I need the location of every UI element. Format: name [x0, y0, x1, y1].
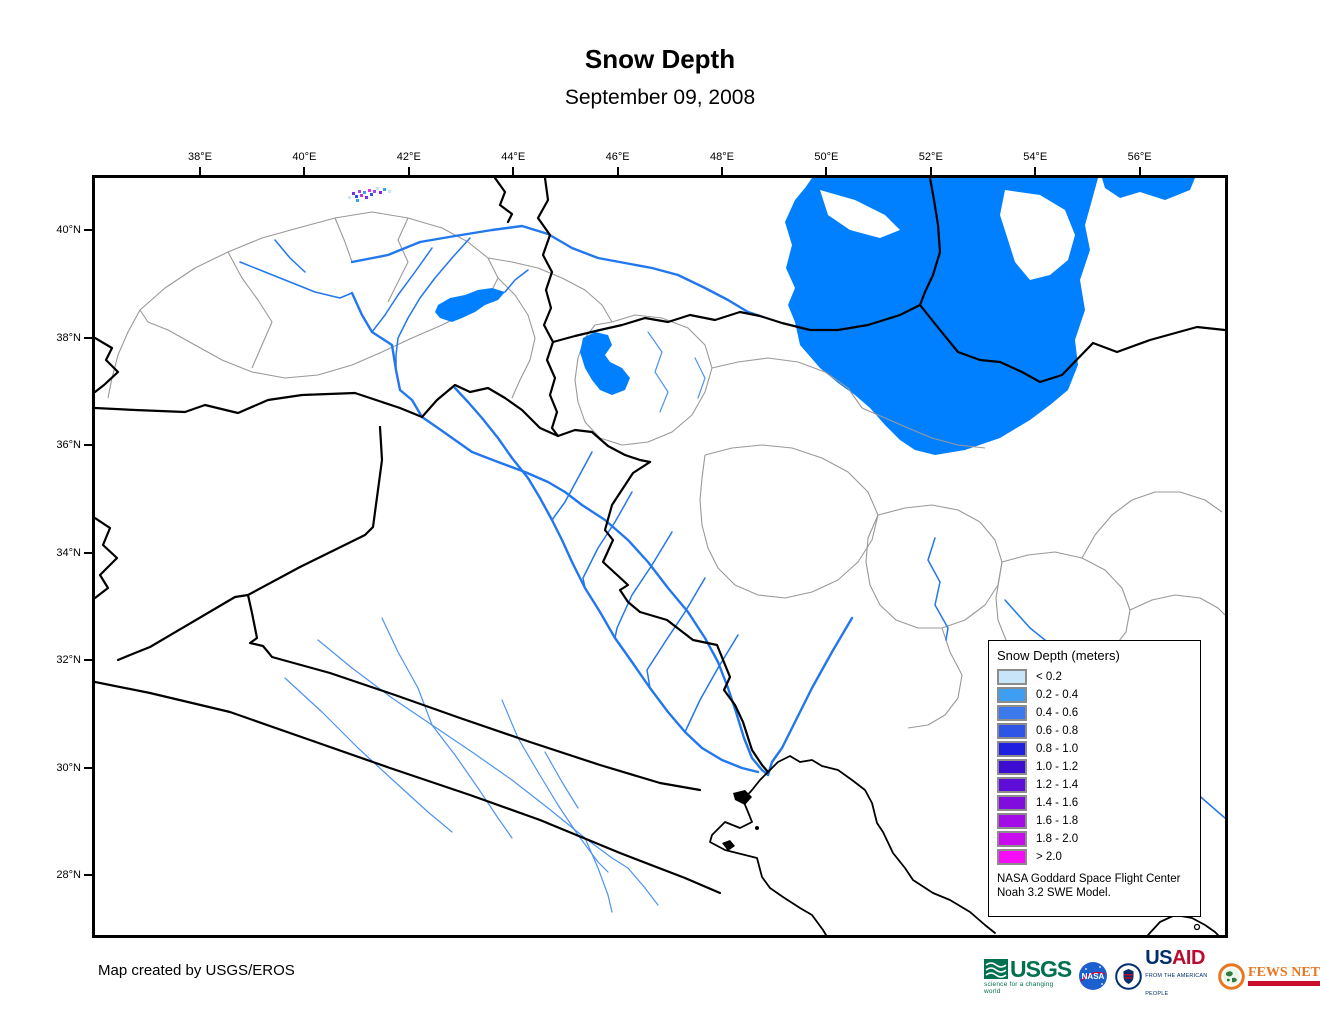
legend-label: 1.2 - 1.4: [1036, 779, 1079, 791]
left-tick-mark: [84, 552, 92, 554]
usaid-wordmark-us: US: [1145, 947, 1172, 969]
legend-item: [997, 776, 1192, 794]
top-axis-label: 48°E: [710, 151, 734, 163]
legend-swatch: [997, 831, 1027, 847]
left-axis-label: 38°N: [56, 331, 81, 344]
legend-label: 1.4 - 1.6: [1036, 797, 1079, 809]
legend-swatch: [997, 777, 1027, 793]
legend-swatch: [997, 759, 1027, 775]
left-tick-mark: [84, 229, 92, 231]
legend-swatch: [997, 795, 1027, 811]
top-tick-mark: [930, 167, 932, 175]
credit-text: Map created by USGS/EROS: [98, 962, 295, 979]
left-axis-label: 32°N: [56, 654, 81, 666]
legend-swatch: [997, 813, 1027, 829]
legend-swatch: [997, 669, 1027, 685]
left-axis-label: 28°N: [56, 869, 81, 881]
usaid-logo: [1115, 949, 1211, 1003]
usaid-seal-icon: [1115, 963, 1142, 990]
top-tick-mark: [825, 167, 827, 175]
usaid-tagline: FROM THE AMERICAN PEOPLE: [1145, 973, 1208, 997]
legend-item: [997, 812, 1192, 830]
legend-source-line: Noah 3.2 SWE Model.: [997, 887, 1111, 899]
legend-label: 0.6 - 0.8: [1036, 725, 1079, 737]
legend-label: 1.0 - 1.2: [1036, 761, 1079, 773]
top-axis-label: 42°E: [396, 151, 421, 163]
left-tick-mark: [84, 659, 92, 661]
legend-item: [997, 758, 1192, 776]
legend-swatch: [997, 849, 1027, 865]
legend-swatch: [997, 723, 1027, 739]
legend-label: 0.4 - 0.6: [1036, 707, 1079, 719]
usgs-wordmark: USGS: [1010, 955, 1072, 982]
usgs-logo: [984, 955, 1072, 995]
top-axis-label: 54°E: [1023, 151, 1048, 163]
nasa-logo: [1078, 961, 1108, 991]
legend-item: [997, 830, 1192, 848]
legend-rows: [997, 668, 1192, 866]
left-tick-mark: [84, 767, 92, 769]
legend-swatch: [997, 687, 1027, 703]
top-tick-mark: [199, 167, 201, 175]
top-axis-label: 52°E: [918, 151, 943, 163]
minor-streams: [285, 332, 705, 912]
top-axis-label: 46°E: [605, 151, 630, 163]
usaid-wordmark-aid: AID: [1171, 947, 1205, 969]
snow-pixels: [348, 187, 391, 202]
usgs-wave-icon: [984, 959, 1008, 979]
page-title: Snow Depth: [584, 44, 736, 74]
legend-item: [997, 704, 1192, 722]
legend-item: [997, 668, 1192, 686]
top-axis-label: 56°E: [1127, 151, 1152, 163]
caspian-sea: [785, 178, 1195, 455]
legend-label: < 0.2: [1036, 671, 1062, 683]
legend-item: [997, 686, 1192, 704]
top-tick-mark: [617, 167, 619, 175]
left-axis-label: 30°N: [56, 761, 81, 774]
legend-source-line: NASA Goddard Space Flight Center: [997, 873, 1181, 885]
top-axis-label: 40°E: [292, 151, 317, 163]
left-axis-label: 40°N: [56, 224, 81, 236]
fewsnet-globe-icon: [1218, 963, 1245, 990]
top-tick-mark: [721, 167, 723, 175]
legend-label: 1.8 - 2.0: [1036, 833, 1079, 845]
top-tick-mark: [1139, 167, 1141, 175]
left-axis-label: 34°N: [56, 546, 81, 559]
legend-label: > 2.0: [1036, 851, 1062, 863]
nasa-wordmark: NASA: [1081, 972, 1105, 981]
legend-item: [997, 722, 1192, 740]
fewsnet-wordmark: FEWS NET: [1248, 965, 1320, 980]
legend-source: [997, 872, 1192, 900]
top-axis-label: 50°E: [814, 151, 839, 163]
legend-swatch: [997, 705, 1027, 721]
top-tick-mark: [1034, 167, 1036, 175]
top-tick-mark: [408, 167, 410, 175]
lake-van: [435, 288, 505, 322]
left-tick-mark: [84, 337, 92, 339]
legend-title: Snow Depth (meters): [997, 648, 1120, 663]
legend-item: [997, 794, 1192, 812]
legend: [988, 640, 1201, 917]
legend-item: [997, 848, 1192, 866]
top-axis-label: 44°E: [501, 151, 526, 163]
fewsnet-logo: [1218, 963, 1320, 990]
usgs-tagline: science for a changing world: [984, 980, 1054, 995]
top-axis-label: 38°E: [188, 151, 212, 163]
lake-urmia: [580, 332, 630, 395]
legend-item: [997, 740, 1192, 758]
legend-label: 1.6 - 1.8: [1036, 815, 1079, 827]
page-subtitle: September 09, 2008: [564, 86, 756, 109]
left-axis-label: 36°N: [56, 439, 81, 451]
legend-label: 0.8 - 1.0: [1036, 743, 1079, 755]
top-tick-mark: [303, 167, 305, 175]
fewsnet-banner: [1248, 981, 1320, 986]
left-tick-mark: [84, 874, 92, 876]
logo-row: [984, 947, 1320, 999]
left-tick-mark: [84, 444, 92, 446]
legend-label: 0.2 - 0.4: [1036, 689, 1079, 701]
top-tick-mark: [512, 167, 514, 175]
legend-swatch: [997, 741, 1027, 757]
map-frame: [56, 151, 1228, 938]
